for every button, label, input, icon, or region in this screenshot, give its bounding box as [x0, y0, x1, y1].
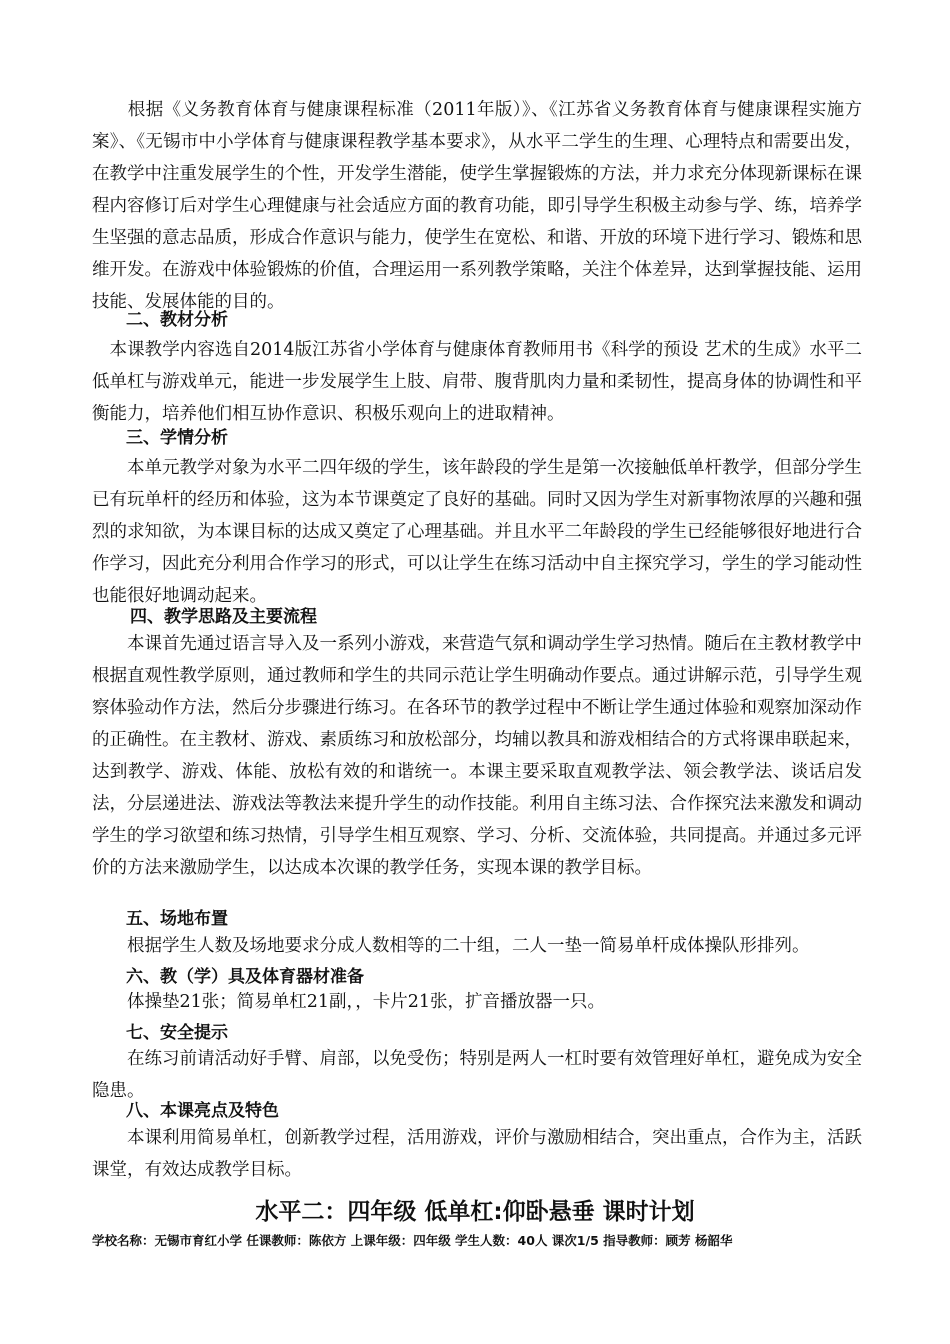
section-heading-student-analysis: 三、学情分析	[126, 428, 228, 448]
section-heading-teaching-approach: 四、教学思路及主要流程	[130, 607, 317, 627]
section-heading-equipment: 六、教（学）具及体育器材准备	[126, 967, 364, 987]
section-body-equipment: 体操垫21张；简易单杠21副，，卡片21张，扩音播放器一只。	[92, 992, 606, 1012]
section-body-teaching-approach: 本课首先通过语言导入及一系列小游戏，来营造气氛和调动学生学习热情。随后在主教材教学中根据直观性教学原则，通过教师和学生的共同示范让学生明确动作要点。通过讲解示范，引导学生观察体验动作方法，然后分步骤进行练习。在各环节的教学过程中不断让学生通过体验和观察加深动作的正确性。在主教材、游戏、素质练习和放松部分，均辅以教具和游戏相结合的方式将课串联起来，达到教学、游戏、体能、放松有效的和谐统一。本课主要采取直观教学法、领会教学法、谈话启发法，分层递进法、游戏法等教法来提升学生的动作技能。利用自主练习法、合作探究法来激发和调动学生的学习欲望和练习热情，引导学生相互观察、学习、分析、交流体验，共同提高。并通过多元评价的方法来激励学生，以达成本次课的教学任务，实现本课的教学目标。	[92, 634, 862, 878]
section-body-safety: 在练习前请活动好手臂、肩部，以免受伤；特别是两人一杠时要有效管理好单杠，避免成为安全隐患。	[92, 1049, 862, 1101]
section-body-venue-layout: 根据学生人数及场地要求分成人数相等的二十组，二人一垫一简易单杆成体操队形排列。	[92, 936, 810, 956]
lesson-plan-info: 学校名称：无锡市育红小学 任课教师：陈依方 上课年级：四年级 学生人数：40人 课次1/5 指导教师：顾芳 杨韶华	[92, 1233, 733, 1248]
section-heading-textbook-analysis: 二、教材分析	[126, 310, 228, 330]
section-body-student-analysis: 本单元教学对象为水平二四年级的学生，该年龄段的学生是第一次接触低单杆教学，但部分学生已有玩单杆的经历和体验，这为本节课奠定了良好的基础。同时又因为学生对新事物浓厚的兴趣和强烈的求知欲，为本课目标的达成又奠定了心理基础。并且水平二年龄段的学生已经能够很好地进行合作学习，因此充分利用合作学习的形式，可以让学生在练习活动中自主探究学习，学生的学习能动性也能很好地调动起来。	[92, 458, 862, 606]
section-heading-venue-layout: 五、场地布置	[126, 909, 228, 929]
section-heading-highlights: 八、本课亮点及特色	[126, 1101, 279, 1121]
intro-paragraph: 根据《义务教育体育与健康课程标准（2011年版）》、《江苏省义务教育体育与健康课程实施方案》、《无锡市中小学体育与健康课程教学基本要求》，从水平二学生的生理、心理特点和需要出发，在教学中注重发展学生的个性，开发学生潜能，使学生掌握锻炼的方法，并力求充分体现新课标在课程内容修订后对学生心理健康与社会适应方面的教育功能，即引导学生积极主动参与学、练，培养学生坚强的意志品质，形成合作意识与能力，使学生在宽松、和谐、开放的环境下进行学习、锻炼和思维开发。在游戏中体验锻炼的价值，合理运用一系列教学策略，关注个体差异，达到掌握技能、运用技能、发展体能的目的。	[92, 100, 862, 312]
lesson-plan-title: 水平二：四年级 低单杠:仰卧悬垂 课时计划	[255, 1199, 695, 1225]
section-body-textbook-analysis: 本课教学内容选自2014版江苏省小学体育与健康体育教师用书《科学的预设 艺术的生成》水平二低单杠与游戏单元，能进一步发展学生上肢、肩带、腹背肌肉力量和柔韧性，提高身体的协调性和平衡能力，培养他们相互协作意识、积极乐观向上的进取精神。	[92, 340, 862, 424]
section-heading-safety: 七、安全提示	[126, 1023, 228, 1043]
section-body-highlights: 本课利用简易单杠，创新教学过程，活用游戏，评价与激励相结合，突出重点，合作为主，活跃课堂，有效达成教学目标。	[92, 1128, 862, 1180]
